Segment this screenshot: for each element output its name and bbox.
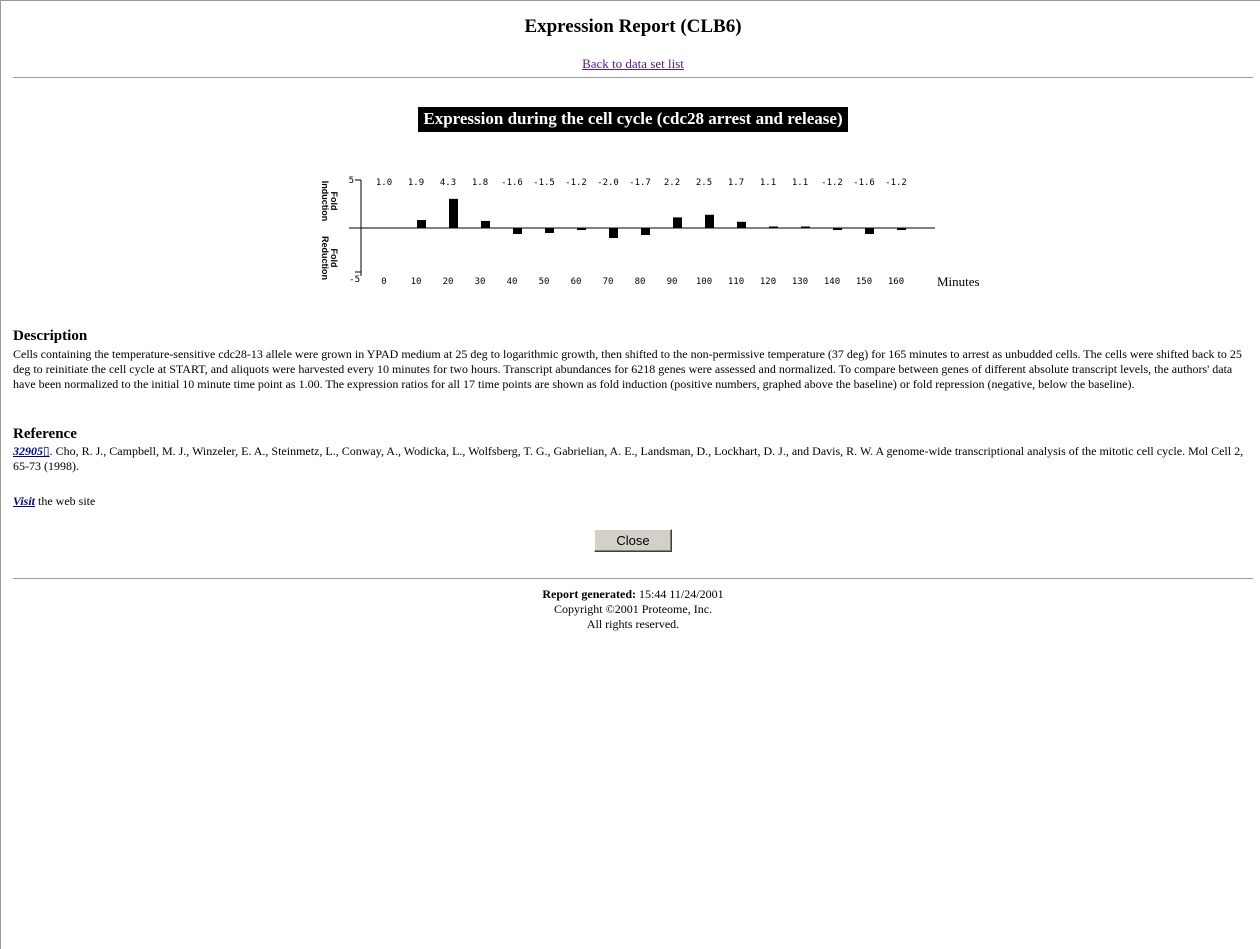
page-title: Expression Report (CLB6) [524, 16, 742, 37]
value-label: 1.7 [727, 178, 745, 188]
visit-text: the web site [35, 494, 96, 508]
value-label: -1.2 [565, 178, 587, 188]
report-generated-line [13, 587, 1253, 602]
value-label: 4.3 [439, 178, 457, 188]
value-label: 1.1 [759, 178, 777, 188]
y-label-reduction [320, 236, 339, 280]
value-label: 1.8 [471, 178, 489, 188]
reference-citation: . Cho, R. J., Campbell, M. J., Winzeler, E. A., Steinmetz, L., Conway, A., Wodicka, L., Wolfsberg, T. G., Gabrielian, A. E., Landsman, D., Lockhart, D. J., and Davis, R. W. A genome-wide transcriptional analysis of the mitotic cell cycle. Mol Cell 2, 65-73 (1998). [13, 444, 1244, 473]
value-label: -1.2 [821, 178, 843, 188]
reference-heading: Reference [13, 426, 77, 442]
x-tick-label: 150 [855, 277, 873, 287]
x-tick-label: 30 [474, 277, 486, 287]
value-label: -1.7 [629, 178, 651, 188]
value-label: -1.6 [501, 178, 523, 188]
rights-text: All rights reserved. [586, 617, 680, 631]
bar [801, 227, 810, 229]
x-tick-label: 0 [381, 277, 387, 287]
y-label-induction-line2: Induction [320, 180, 330, 222]
x-tick-label: 20 [442, 277, 454, 287]
close-button-wrapper [13, 529, 1253, 552]
top-divider [13, 77, 1253, 78]
x-tick-label: 130 [791, 277, 809, 287]
description-text: Cells containing the temperature-sensitive cdc28-13 allele were grown in YPAD medium at 25 deg to logarithmic growth, then shifted to the non-permissive temperature (37 deg) for 165 minutes to arrest as unbudded cells. The cells were shifted back to 25 deg to reinitiate the cell cycle at START, and aliquots were harvested every 10 minutes for two hours. Transcript abundances for 6218 genes were assessed and normalized. To compare between genes of different absolute transcript levels, the authors' data have been normalized to the initial 10 minute time point as 1.00. The expression ratios for all 17 time points are shown as fold induction (positive numbers, graphed above the baseline) or fold repression (negative, below the baseline). [13, 347, 1242, 391]
value-label: 2.5 [695, 178, 713, 188]
x-tick-label: 10 [410, 277, 422, 287]
x-tick-label: 140 [823, 277, 841, 287]
value-label: -1.2 [885, 178, 907, 188]
bar [897, 228, 906, 230]
bar [673, 217, 682, 228]
y-label-induction-line1: Fold [329, 191, 339, 211]
bottom-divider [13, 578, 1253, 579]
value-label: -1.6 [853, 178, 875, 188]
bar [609, 228, 618, 238]
x-axis-label: Minutes [937, 274, 980, 289]
bar [833, 228, 842, 230]
x-tick-label: 160 [887, 277, 905, 287]
y-tick-label-bottom: -5 [349, 275, 360, 285]
back-link-wrapper [13, 56, 1253, 72]
report-generated-label: Report generated: [542, 587, 637, 601]
report-generated-value: 15:44 11/24/2001 [636, 587, 724, 601]
chart-bars [417, 199, 906, 238]
value-label: 1.0 [375, 178, 393, 188]
x-tick-label: 60 [570, 277, 582, 287]
description-heading: Description [13, 328, 88, 344]
value-label: -1.5 [533, 178, 555, 188]
bar [481, 221, 490, 228]
x-tick-label: 90 [666, 277, 678, 287]
visit-line [13, 494, 95, 509]
y-tick-label-top: 5 [348, 176, 354, 186]
section-title: Expression during the cell cycle (cdc28 arrest and release) [418, 107, 847, 132]
bar [769, 227, 778, 229]
bar [705, 215, 714, 228]
value-label: 1.9 [407, 178, 425, 188]
reference-id-suffix: ▯ [43, 444, 50, 458]
bar [865, 228, 874, 234]
value-label: 2.2 [663, 178, 681, 188]
y-label-reduction-line2: Reduction [320, 236, 330, 280]
x-tick-label: 110 [727, 277, 745, 287]
x-tick-label: 70 [602, 277, 614, 287]
x-tick-label: 40 [506, 277, 518, 287]
reference-text-block [13, 444, 1253, 474]
x-tick-label: 80 [634, 277, 646, 287]
y-label-induction [320, 181, 339, 222]
bar [513, 228, 522, 234]
x-tick-label: 100 [695, 277, 713, 287]
section-title-wrapper [13, 107, 1253, 132]
bar [545, 228, 554, 233]
x-tick-label: 50 [538, 277, 550, 287]
y-label-reduction-line1: Fold [329, 248, 339, 268]
footer [13, 587, 1253, 632]
x-tick-label: 120 [759, 277, 777, 287]
copyright-text: Copyright ©2001 Proteome, Inc. [553, 602, 713, 616]
value-label: -2.0 [597, 178, 619, 188]
bar [577, 228, 586, 230]
visit-link[interactable]: Visit [13, 494, 36, 508]
reference-id-link[interactable] [13, 444, 50, 458]
reference-id: 32905 [13, 444, 43, 458]
expression-chart [309, 169, 980, 293]
bar [449, 199, 458, 228]
close-button[interactable]: Close [594, 529, 672, 552]
back-to-data-set-list-link[interactable]: Back to data set list [582, 56, 684, 71]
bar [737, 222, 746, 228]
bar [641, 228, 650, 235]
value-label: 1.1 [791, 178, 809, 188]
bar [417, 220, 426, 228]
